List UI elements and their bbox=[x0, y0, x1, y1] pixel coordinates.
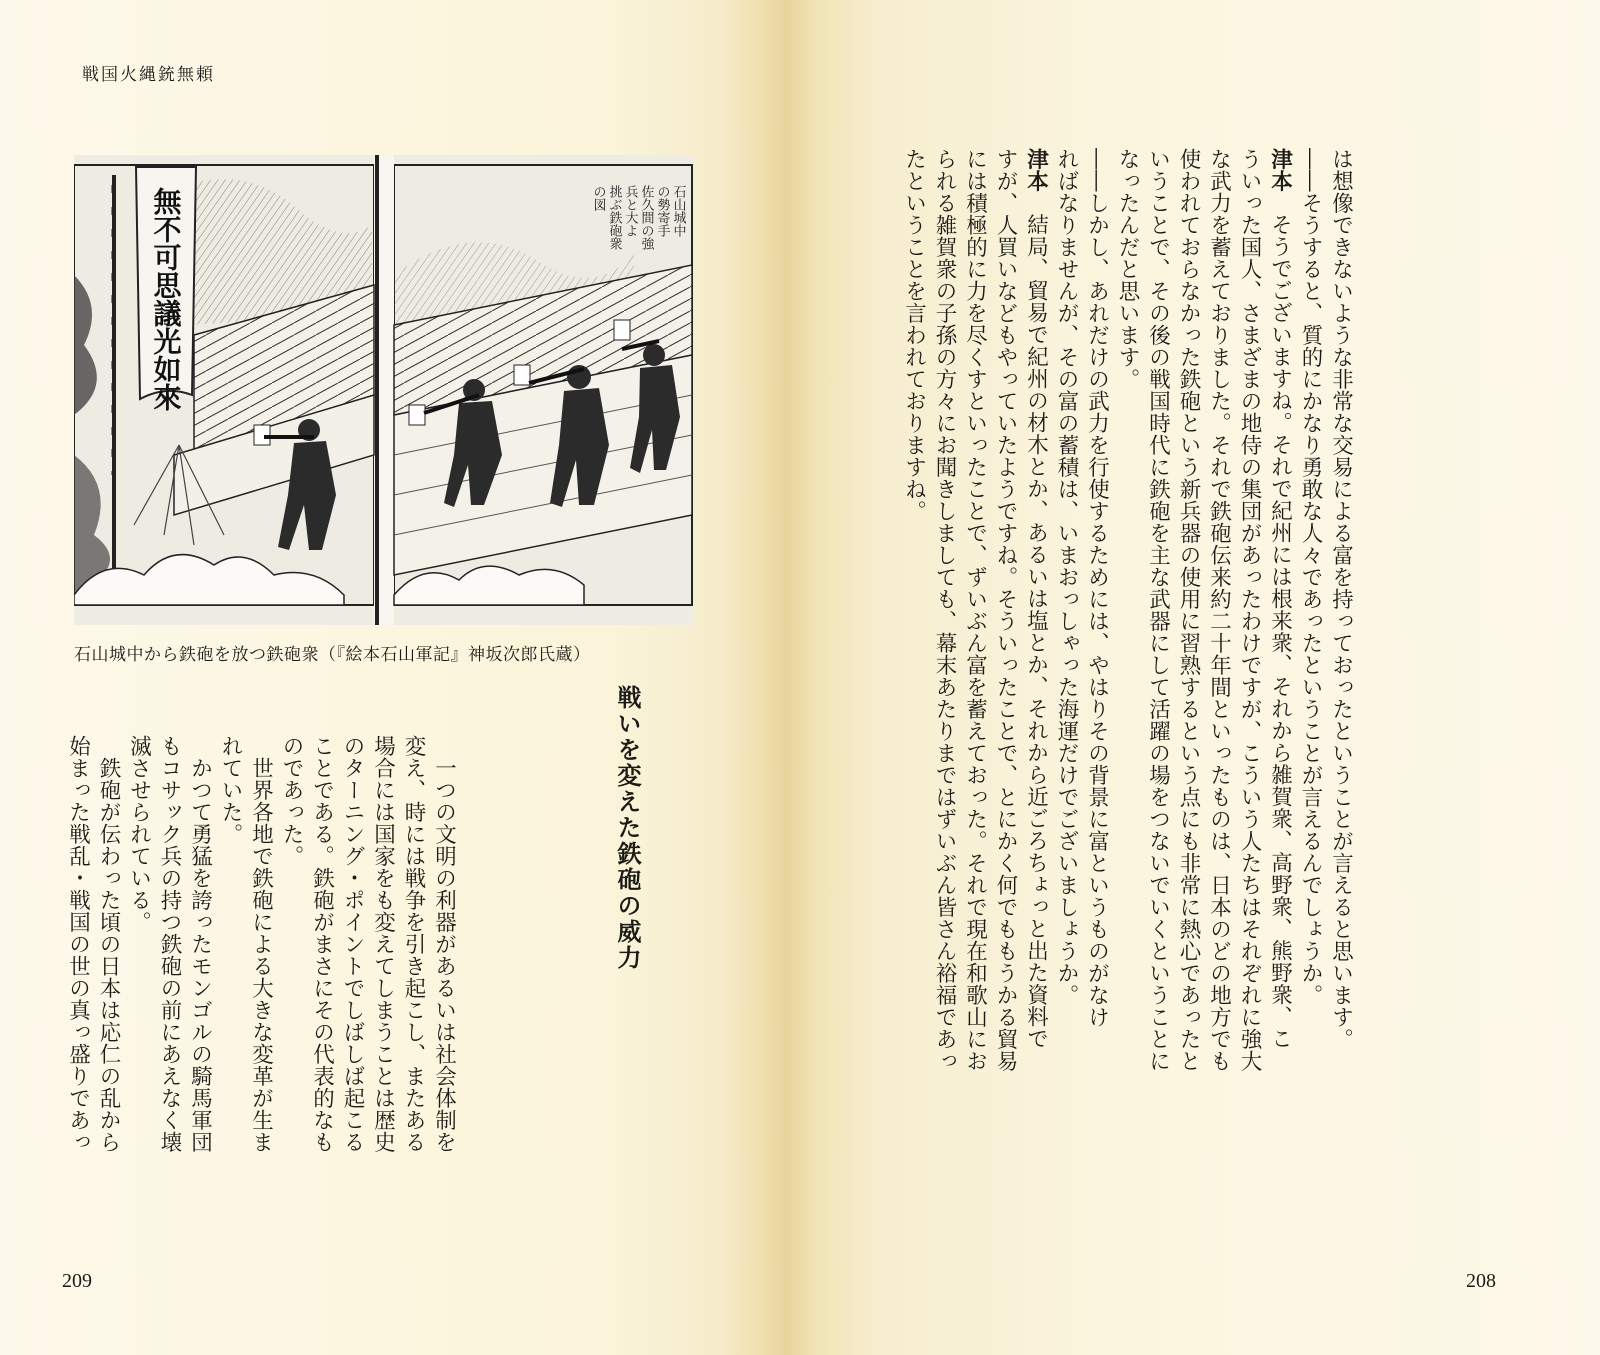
dialogue-line bbox=[898, 148, 929, 1268]
dialogue-text: には積極的に力を尽くすといったことで、ずいぶん富を蓄えておった。それで現在和歌山にお bbox=[962, 148, 988, 1072]
dialogue-text: 結局、貿易で紀州の材木とか、あるいは塩とか、それから近ごろちょっと出た資料で bbox=[1023, 213, 1049, 1050]
dialogue-text: は想像できないような非常な交易による富を持っておったということが言えると思います。 bbox=[1328, 148, 1354, 1050]
body-line: 一つの文明の利器があるいは社会体制を bbox=[431, 756, 457, 1153]
svg-text:挑ぶ鉄砲衆: 挑ぶ鉄砲衆 bbox=[606, 185, 622, 250]
body-line: 鉄砲が伝わった頃の日本は応仁の乱から bbox=[96, 756, 121, 1153]
figure-caption: 石山城中から鉄砲を放つ鉄砲衆（『絵本石山軍記』神坂次郎氏蔵） bbox=[74, 645, 591, 665]
page-number-right: 208 bbox=[1466, 1270, 1496, 1292]
dialogue-text: ――しかし、あれだけの武力を行使するためには、やはりその背景に富というものがなけ bbox=[1084, 148, 1110, 1028]
dialogue-line bbox=[1264, 148, 1295, 1268]
left-body-text bbox=[62, 735, 459, 1245]
dialogue-line bbox=[929, 148, 960, 1268]
dialogue-text: な武力を蓄えておりました。それで鉄砲伝来約二十年間といったものは、日本のどの地方でも bbox=[1206, 148, 1232, 1072]
dialogue-line bbox=[1142, 148, 1173, 1268]
body-line: かつて勇猛を誇ったモンゴルの騎馬軍団 bbox=[187, 756, 213, 1153]
right-body-text bbox=[898, 148, 1356, 1268]
speaker-label: 津本 bbox=[1023, 148, 1049, 192]
dialogue-text: られる雑賀衆の子孫の方々にお聞きしましても、幕末あたりまではずいぶん皆さん裕福であっ bbox=[932, 148, 957, 1072]
svg-text:の勢寄手: の勢寄手 bbox=[654, 185, 670, 237]
speaker-label: 津本 bbox=[1267, 148, 1293, 192]
body-line: 場合には国家をも変えてしまうことは歴史 bbox=[370, 735, 396, 1153]
dialogue-line bbox=[1081, 148, 1112, 1268]
body-line: 始まった戦乱・戦国の世の真っ盛りであっ bbox=[65, 735, 91, 1153]
body-line: もコサック兵の持つ鉄砲の前にあえなく壊 bbox=[157, 735, 182, 1153]
dialogue-line bbox=[990, 148, 1021, 1268]
dialogue-line bbox=[1295, 148, 1326, 1268]
woodblock-illustration bbox=[74, 155, 694, 625]
dialogue-line bbox=[959, 148, 990, 1268]
body-line: 変え、時には戦争を引き起こし、またある bbox=[401, 735, 426, 1153]
body-line: 世界各地で鉄砲による大きな変革が生ま bbox=[248, 756, 274, 1153]
body-line: れていた。 bbox=[218, 735, 243, 845]
dialogue-text: ればなりませんが、その富の蓄積は、いまおっしゃった海運だけでございましょうか。 bbox=[1054, 148, 1079, 1006]
body-line: のであった。 bbox=[279, 735, 304, 867]
dialogue-line bbox=[1325, 148, 1356, 1268]
svg-text:石山城中: 石山城中 bbox=[670, 185, 686, 237]
dialogue-line bbox=[1051, 148, 1082, 1268]
dialogue-line bbox=[1112, 148, 1143, 1268]
running-head: 戦国火縄銃無頼 bbox=[82, 65, 215, 85]
banner-text: 無不可思議光如來 bbox=[149, 187, 183, 411]
dialogue-line bbox=[1234, 148, 1265, 1268]
dialogue-text: ――そうすると、質的にかなり勇敢な人々であったということが言えるんでしょうか。 bbox=[1298, 148, 1323, 1006]
body-line: 滅させられている。 bbox=[126, 735, 152, 933]
dialogue-text: 使われておらなかった鉄砲という新兵器の使用に習熟するという点にも非常に熱心であったと bbox=[1176, 148, 1201, 1072]
dialogue-text: すが、人買いなどもやっていたようですね。そういったことで、とにかく何でももうかる貿易 bbox=[993, 148, 1018, 1072]
dialogue-line bbox=[1020, 148, 1051, 1268]
dialogue-text: いうことで、その後の戦国時代に鉄砲を主な武器にして活躍の場をつないでいくということに bbox=[1145, 148, 1171, 1072]
dialogue-text: そうでございますね。それで紀州には根来衆、それから雑賀衆、高野衆、熊野衆、こ bbox=[1267, 213, 1293, 1050]
dialogue-line bbox=[1173, 148, 1204, 1268]
svg-text:の図: の図 bbox=[590, 185, 606, 211]
body-line: のターニング・ポイントでしばしば起こる bbox=[340, 735, 365, 1153]
dialogue-line bbox=[1203, 148, 1234, 1268]
svg-text:佐久間の強: 佐久間の強 bbox=[638, 185, 654, 250]
page-number-left: 209 bbox=[62, 1270, 92, 1292]
body-line: ことである。鉄砲がまさにその代表的なも bbox=[309, 735, 335, 1153]
illustration-art bbox=[74, 155, 694, 625]
left-page bbox=[0, 0, 760, 1355]
dialogue-text: なったんだと思います。 bbox=[1115, 148, 1140, 390]
svg-text:兵と大よ: 兵と大よ bbox=[622, 185, 638, 237]
section-heading: 戦いを変えた鉄砲の威力 bbox=[613, 685, 641, 971]
dialogue-text: たということを言われておりますね。 bbox=[901, 148, 927, 522]
dialogue-text: ういった国人、さまざまの地侍の集団があったわけですが、こういう人たちはそれぞれに強大 bbox=[1237, 148, 1262, 1072]
